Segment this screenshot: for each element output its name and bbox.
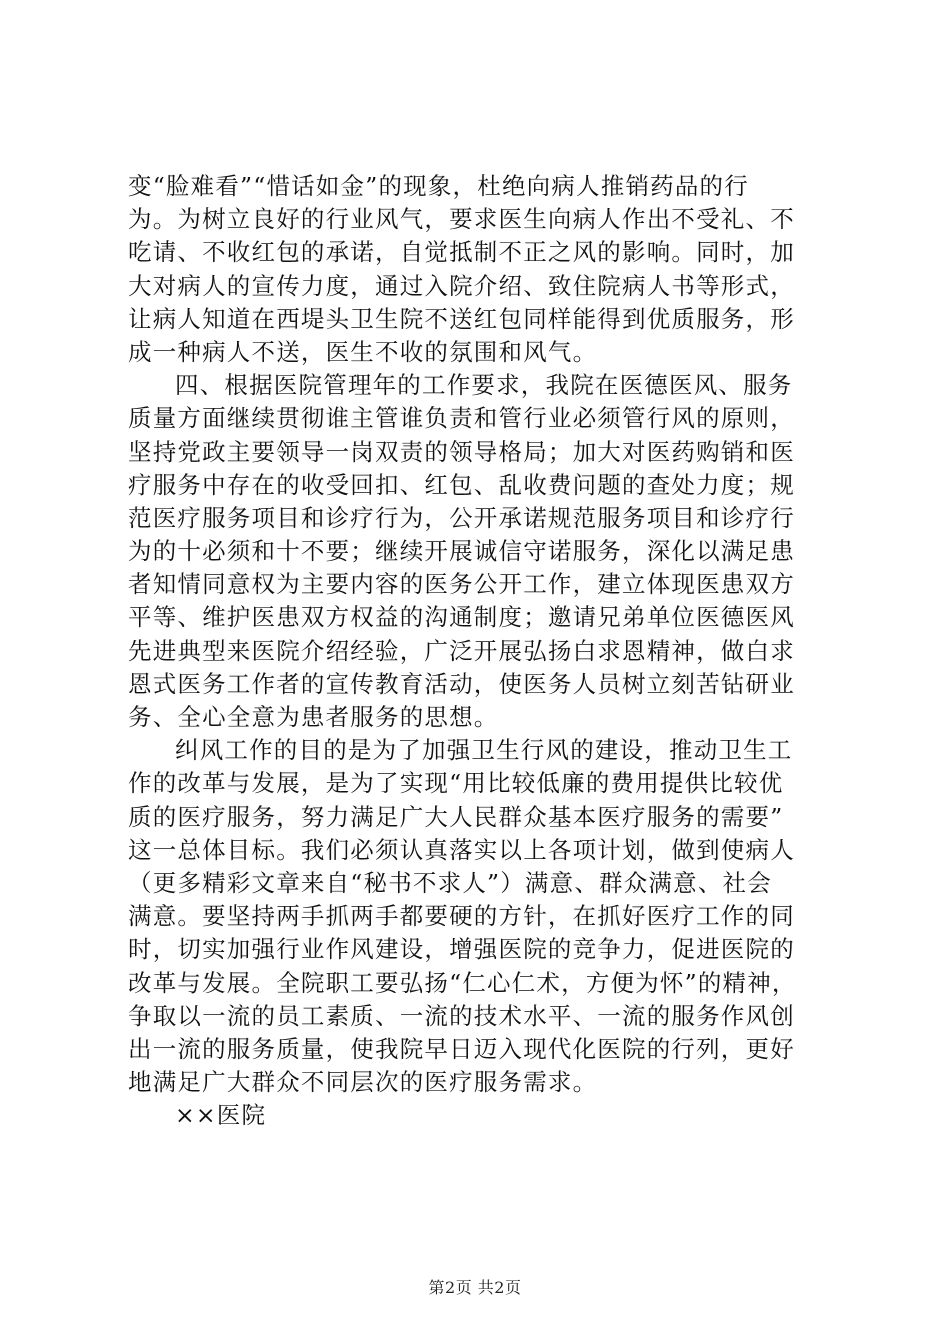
text-line: 疗服务中存在的收受回扣、红包、乱收费问题的查处力度；规 bbox=[128, 470, 795, 499]
text-line: 变“脸难看”“惜话如金”的现象，杜绝向病人推销药品的行 bbox=[128, 172, 749, 200]
text-line: 地满足广大群众不同层次的医疗服务需求。 bbox=[128, 1068, 598, 1097]
paragraph-start-line: 四、根据医院管理年的工作要求，我院在医德医风、服务 bbox=[175, 371, 793, 400]
document-body bbox=[128, 170, 828, 1132]
text-line: 恩式医务工作者的宣传教育活动，使医务人员树立刻苦钻研业 bbox=[128, 669, 795, 698]
signature-line: ××医院 bbox=[175, 1101, 267, 1130]
text-line: 吃请、不收红包的承诺，自觉抵制不正之风的影响。同时，加 bbox=[128, 238, 795, 267]
text-line: 质量方面继续贯彻谁主管谁负责和管行业必须管行风的原则， bbox=[128, 404, 795, 433]
text-line: 满意。要坚持两手抓两手都要硬的方针，在抓好医疗工作的同 bbox=[128, 902, 795, 931]
text-line: （更多精彩文章来自“秘书不求人”）满意、群众满意、社会 bbox=[128, 868, 772, 897]
text-line: 先进典型来医院介绍经验，广泛开展弘扬白求恩精神，做白求 bbox=[128, 636, 795, 665]
text-line: 质的医疗服务，努力满足广大人民群众基本医疗服务的需要” bbox=[128, 802, 784, 831]
paragraph-start-line: 纠风工作的目的是为了加强卫生行风的建设，推动卫生工 bbox=[175, 736, 793, 765]
page-number-footer: 第2页 共2页 bbox=[428, 1278, 522, 1297]
text-line: 让病人知道在西堤头卫生院不送红包同样能得到优质服务，形 bbox=[128, 304, 795, 333]
text-line: 成一种病人不送，医生不收的氛围和风气。 bbox=[128, 337, 598, 366]
text-line: 时，切实加强行业作风建设，增强医院的竞争力，促进医院的 bbox=[128, 935, 795, 964]
text-line: 作的改革与发展，是为了实现“用比较低廉的费用提供比较优 bbox=[128, 769, 784, 798]
text-line: 为的十必须和十不要；继续开展诚信守诺服务，深化以满足患 bbox=[128, 537, 795, 566]
text-line: 平等、维护医患双方权益的沟通制度；邀请兄弟单位医德医风 bbox=[128, 603, 795, 632]
text-line: 为。为树立良好的行业风气，要求医生向病人作出不受礼、不 bbox=[128, 205, 795, 234]
text-line: 改革与发展。全院职工要弘扬“仁心仁术，方便为怀”的精神， bbox=[128, 968, 797, 997]
text-line: 务、全心全意为患者服务的思想。 bbox=[128, 703, 499, 731]
text-line: 出一流的服务质量，使我院早日迈入现代化医院的行列，更好 bbox=[128, 1034, 795, 1063]
text-line: 者知情同意权为主要内容的医务公开工作，建立体现医患双方 bbox=[128, 570, 795, 599]
text-line: 大对病人的宣传力度，通过入院介绍、致住院病人书等形式， bbox=[128, 271, 795, 300]
text-line: 这一总体目标。我们必须认真落实以上各项计划，做到使病人 bbox=[128, 835, 795, 864]
text-line: 争取以一流的员工素质、一流的技术水平、一流的服务作风创 bbox=[128, 1001, 795, 1030]
text-line: 坚持党政主要领导一岗双责的领导格局；加大对医药购销和医 bbox=[128, 437, 795, 466]
text-line: 范医疗服务项目和诊疗行为，公开承诺规范服务项目和诊疗行 bbox=[128, 503, 795, 532]
